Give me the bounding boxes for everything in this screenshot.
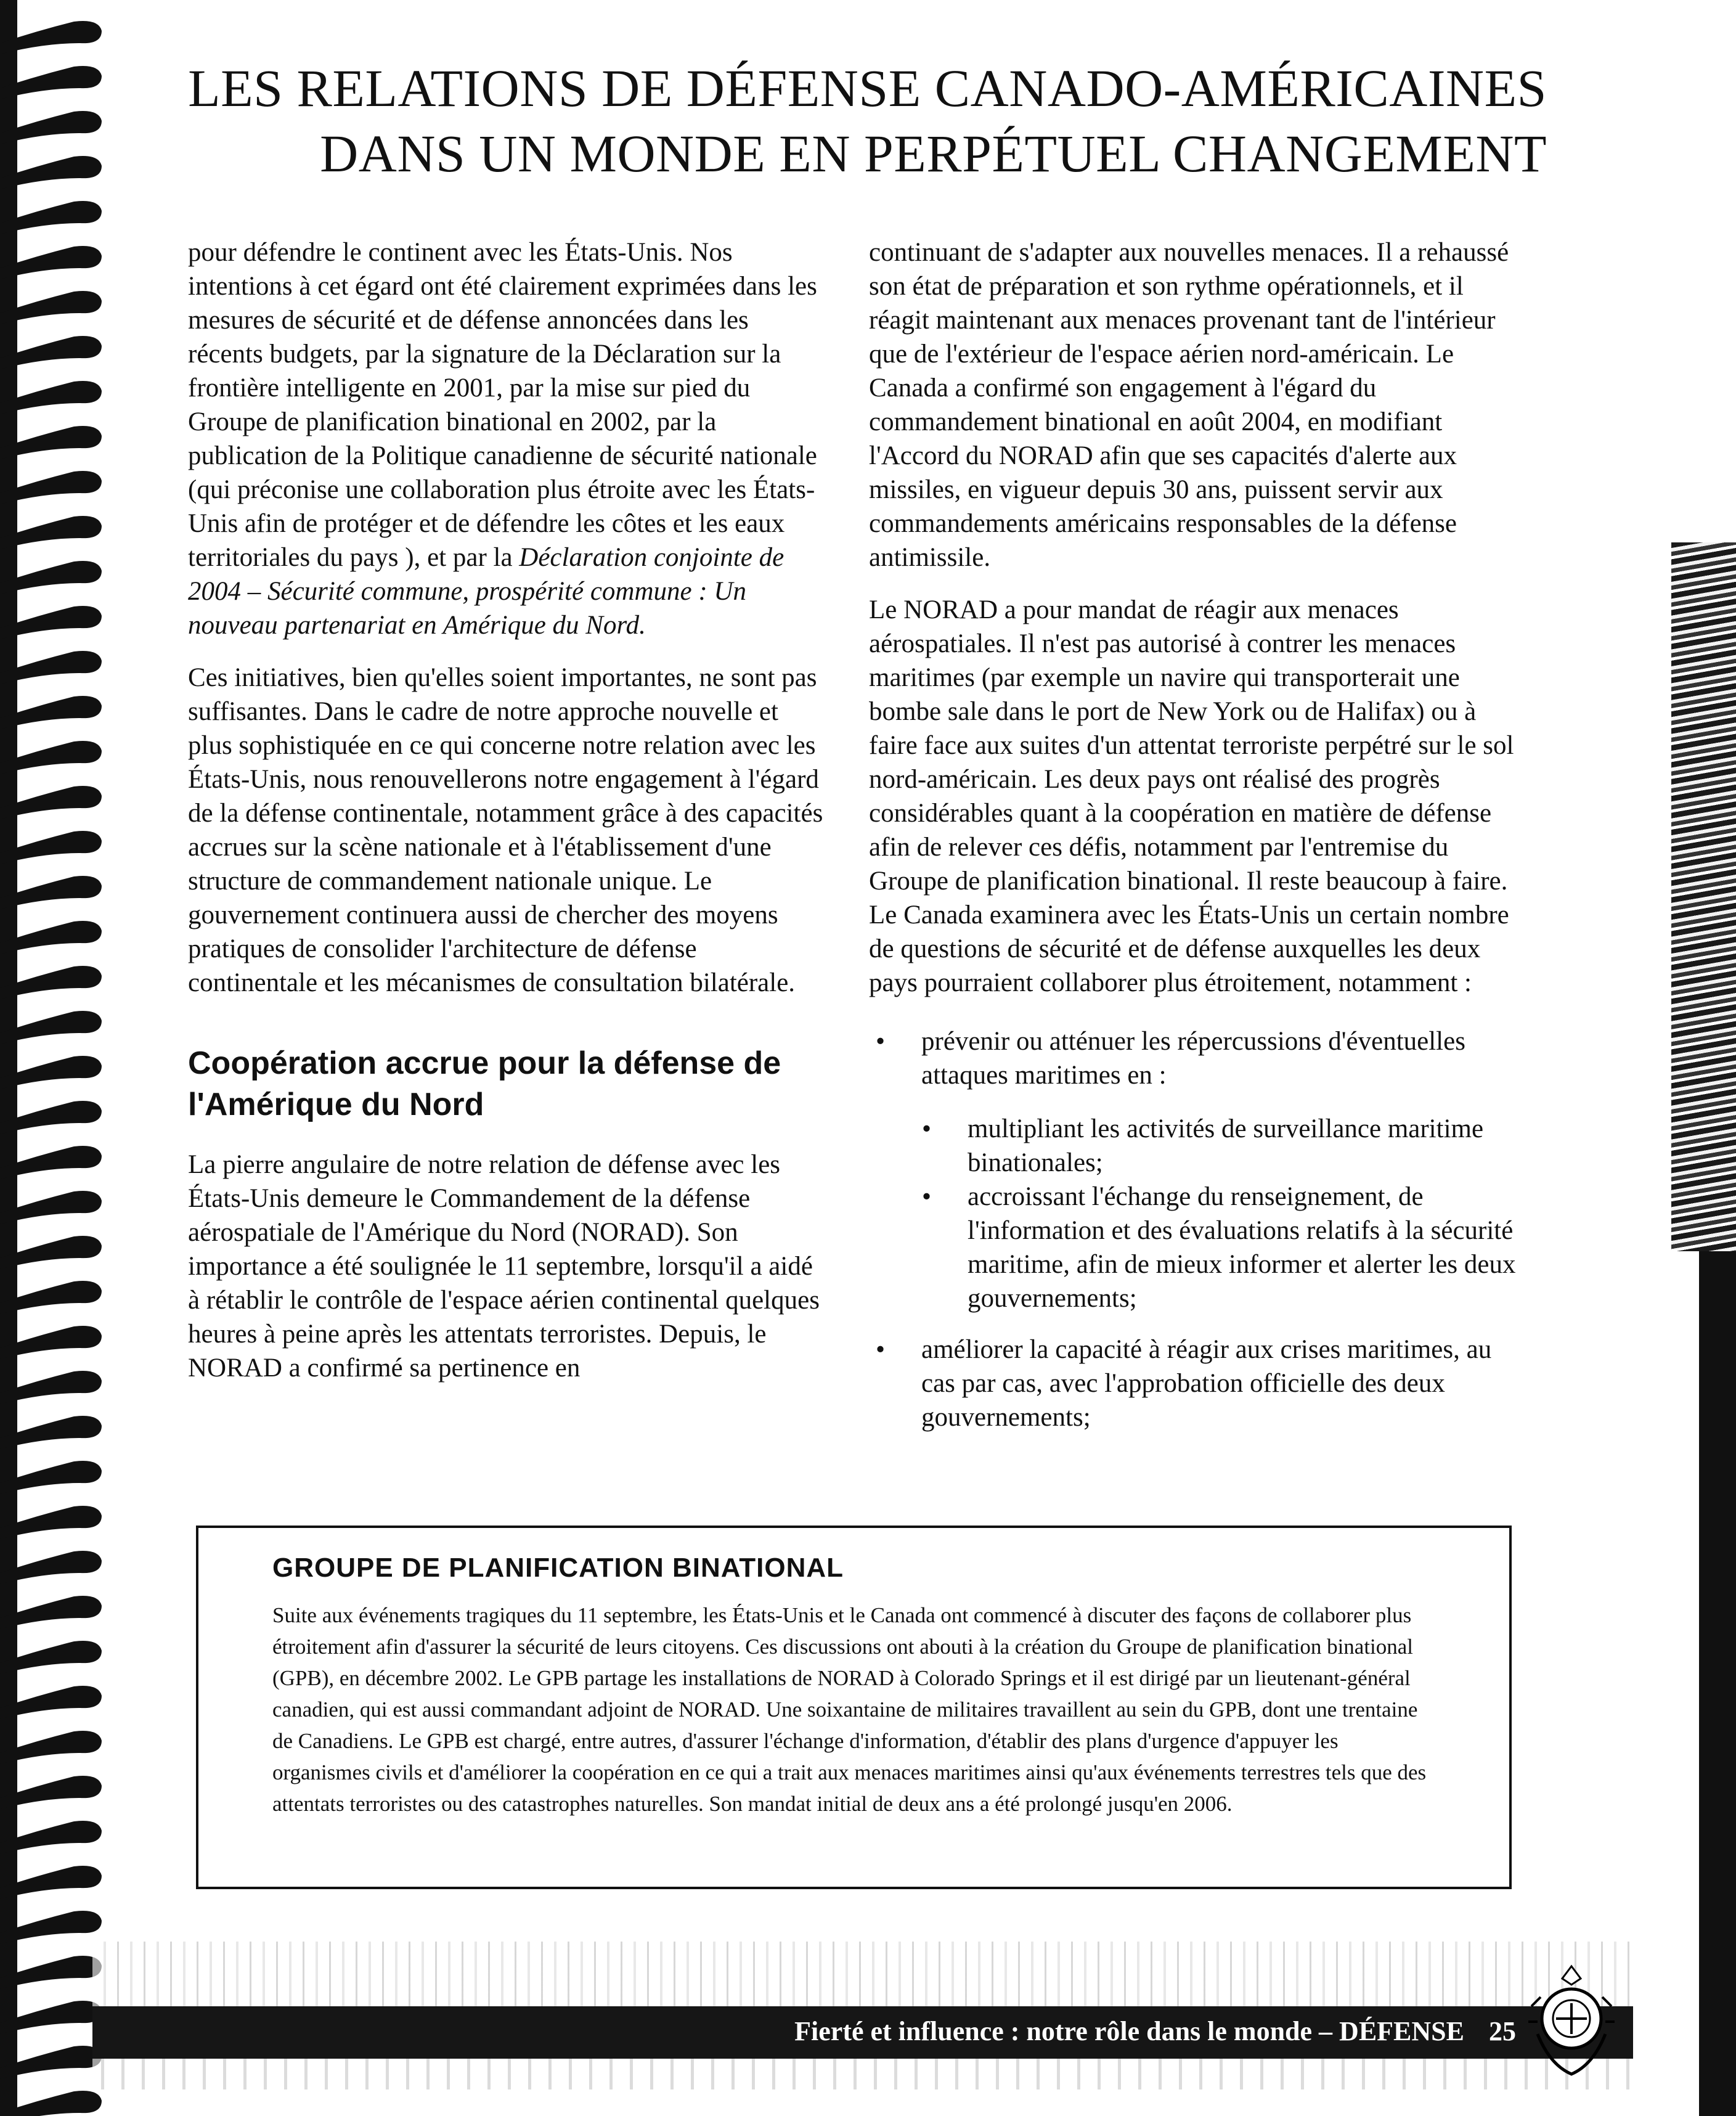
page-footer [92,1942,1642,2089]
list-item: • améliorer la capacité à réagir aux crises maritimes, au cas par cas, avec l'approbation officielle des deux gouvernements; [869,1333,1519,1434]
sidebar-title: GROUPE DE PLANIFICATION BINATIONAL [272,1553,844,1583]
sub-list [921,1112,1519,1315]
list-item-text: prévenir ou atténuer les répercussions d'éventuelles attaques maritimes en : [921,1027,1465,1090]
section-heading: Coopération accrue pour la défense de l'Amérique du Nord [188,1045,781,1122]
bullet-list [869,1024,1519,1434]
right-column [869,235,1519,1452]
sub-list-item: • multipliant les activités de surveillance maritime binationales; [921,1112,1519,1180]
paragraph: continuant de s'adapter aux nouvelles menaces. Il a rehaussé son état de préparation et son rythme opérationnels, et il réagit maintenant aux menaces provenant tant de l'intérieur que de l'extérieur de l'espace aérien nord-américain. Le Canada a confirmé son engagement à l'égard du commandement binational en août 2004, en modifiant l'Accord du NORAD afin que ses capacités d'alerte aux missiles, en vigueur depuis 30 ans, puissent servir aux commandements américains responsables de la défense antimissile. [869,238,1509,572]
page-edge-shadow-lower [1699,1251,1736,2116]
footer-texture [92,1942,1633,2006]
footer-title-text: Fierté et influence : notre rôle dans le monde – DÉFENSE [794,2016,1464,2046]
paragraph: La pierre angulaire de notre relation de défense avec les États-Unis demeure le Commandement de la défense aérospatiale de l'Amérique du Nord (NORAD). Son importance a été soulignée le 11 septembre, lorsqu'il a aidé à rétablir le contrôle de l'espace aérien continental quelques heures à peine après les attentats terroristes. Depuis, le NORAD a confirmé sa pertinence en [188,1150,820,1383]
paragraph-text: pour défendre le continent avec les États-Unis. Nos intentions à cet égard ont été clairement exprimées dans les mesures de sécurité et de défense annoncées dans les récents budgets, par la signature de la Déclaration sur la frontière intelligente en 2001, par la mise sur pied du Groupe de planification binational en 2002, par la publication de la Politique canadienne de sécurité nationale (qui préconise une collaboration plus étroite avec les États-Unis afin de protéger et de défendre les côtes et les eaux territoriales du pays ), et par la [188,238,817,572]
page-number: 25 [1489,2016,1516,2046]
sidebar-box [196,1526,1512,1889]
paragraph: Le NORAD a pour mandat de réagir aux menaces aérospatiales. Il n'est pas autorisé à contrer les menaces maritimes (par exemple un navire qui transporterait une bombe sale dans le port de New York ou de Halifax) ou à faire face aux suites d'un attentat terroriste perpétré sur le sol nord-américain. Les deux pays ont réalisé des progrès considérables quant à la coopération en matière de défense afin de relever ces défis, notamment par l'entremise du Groupe de planification binational. Il reste beaucoup à faire. Le Canada examinera avec les États-Unis un certain nombre de questions de sécurité et de défense auxquelles les deux pays pourraient collaborer plus étroitement, notamment : [869,595,1514,997]
paragraph [188,235,826,642]
sidebar-body: Suite aux événements tragiques du 11 septembre, les États-Unis et le Canada ont commencé à discuter des façons de collaborer plus étroitement afin d'assurer la sécurité de leurs citoyens. Ces discussions ont abouti à la création du Groupe de planification binational (GPB), en décembre 2002. Le GPB partage les installations de NORAD à Colorado Springs et il est dirigé par un lieutenant-général canadien, qui est aussi commandant adjoint de NORAD. Une soixantaine de militaires travaillent au sein du GPB, dont une trentaine de Canadiens. Le GPB est chargé, entre autres, d'assurer l'échange d'information, d'établir des plans d'urgence d'appuyer les organismes civils et d'améliorer la coopération en ce qui a trait aux menaces maritimes ainsi qu'aux événements terrestres tels que des attentats terroristes ou des catastrophes naturelles. Son mandat initial de deux ans a été prolongé jusqu'en 2006. [272,1603,1427,1816]
list-item [869,1024,1519,1315]
sub-list-item: • accroissant l'échange du renseignement, de l'information et des évaluations relatifs à la sécurité maritime, afin de mieux informer et alerter les deux gouvernements; [921,1180,1519,1315]
footer-texture-lower [92,2059,1633,2089]
page-title-line2: DANS UN MONDE EN PERPÉTUEL CHANGEMENT [320,124,1547,183]
canadian-forces-badge-icon [1525,1960,1618,2083]
footer-running-title [794,2011,1516,2053]
paragraph: Ces initiatives, bien qu'elles soient importantes, ne sont pas suffisantes. Dans le cadre de notre approche nouvelle et plus sophistiquée en ce qui concerne notre relation avec les États-Unis, nous renouvellerons notre engagement à l'égard de la défense continentale, notamment grâce à des capacités accrues sur la scène nationale et à l'établissement d'une structure de commandement nationale unique. Le gouvernement continuera aussi de chercher des moyens pratiques de consolider l'architecture de défense continentale et les mécanismes de consultation bilatérale. [188,663,823,997]
page-title-line1: LES RELATIONS DE DÉFENSE CANADO-AMÉRICAINES [188,59,1547,118]
page-edge-shadow [1671,542,1736,1251]
page-title [179,55,1547,186]
spiral-binding [0,0,117,2116]
left-column [188,235,826,1385]
declaration-title: Déclaration conjointe de 2004 – Sécurité commune, prospérité commune : Un nouveau partenariat en Amérique du Nord. [188,543,784,640]
